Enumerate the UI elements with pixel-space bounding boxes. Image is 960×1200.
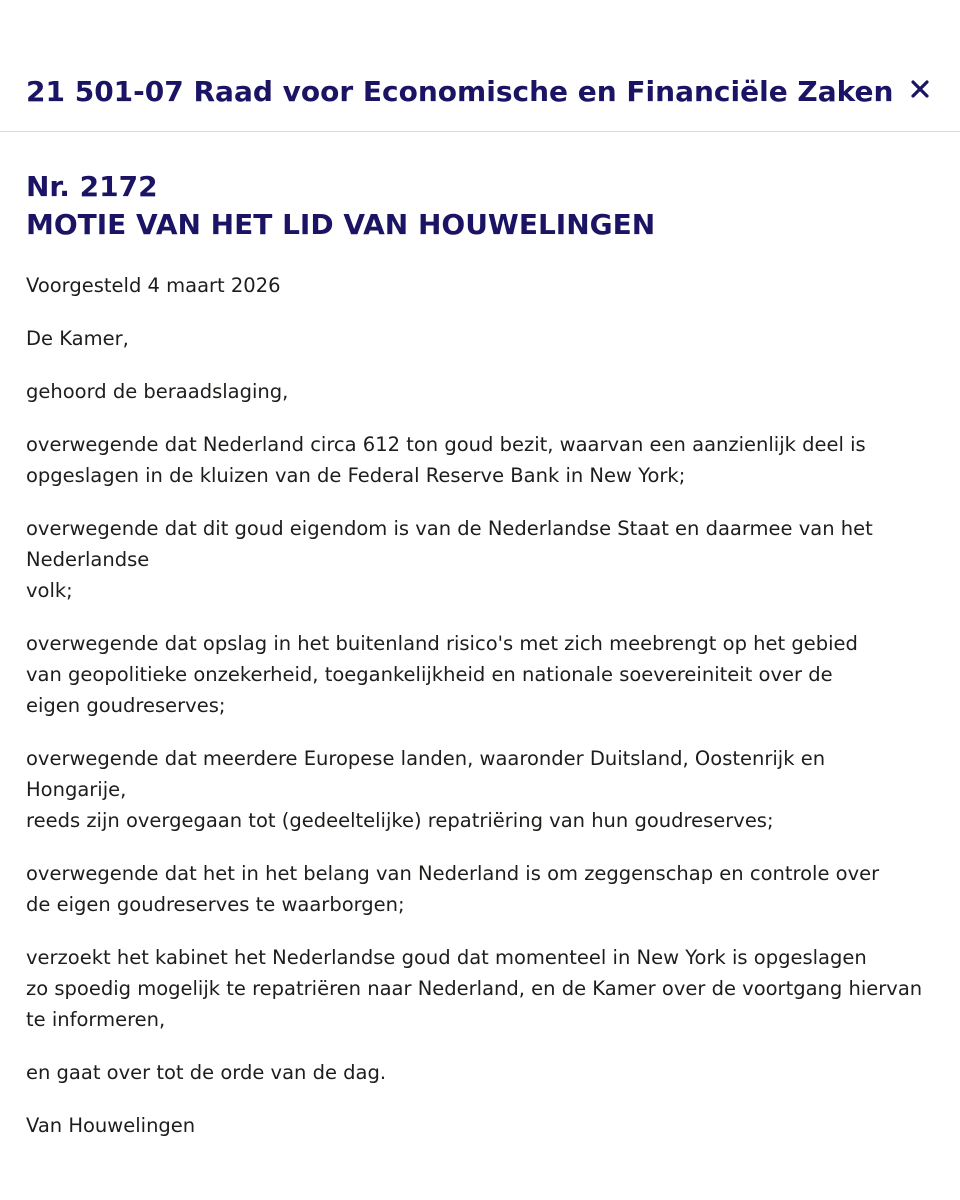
dialog-header [0,0,960,132]
signatory: Van Houwelingen [26,1114,196,1137]
document-heading: MOTIE VAN HET LID VAN HOUWELINGEN [26,208,656,241]
addressee: De Kamer, [26,327,129,350]
close-button[interactable] [902,72,938,106]
consideration-5: overwegende dat het in het belang van Nederland is om zeggenschap en controle over de eigen goudreserves te waarborgen; [26,862,880,916]
closing-clause: en gaat over tot de orde van de dag. [26,1061,387,1084]
close-icon [911,80,929,98]
proposed-date: Voorgesteld 4 maart 2026 [26,274,281,297]
consideration-3: overwegende dat opslag in het buitenland risico's met zich meebrengt op het gebied van geopolitieke onzekerheid, toegankelijkheid en nationale soevereiniteit over de eigen goudreserves; [26,632,858,717]
consideration-1: overwegende dat Nederland circa 612 ton goud bezit, waarvan een aanzienlijk deel is opgeslagen in de kluizen van de Federal Reserve Bank in New York; [26,433,866,487]
document-number: Nr. 2172 [26,170,158,203]
motion-document [26,168,926,1163]
consideration-4: overwegende dat meerdere Europese landen, waaronder Duitsland, Oostenrijk en Hongarije, reeds zijn overgegaan tot (gedeeltelijke) repatriëring van hun goudreserves; [26,747,826,832]
consideration-2: overwegende dat dit goud eigendom is van de Nederlandse Staat en daarmee van het Nederlandse volk; [26,517,873,602]
request-clause: verzoekt het kabinet het Nederlandse goud dat momenteel in New York is opgeslagen zo spoedig mogelijk te repatriëren naar Nederland, en de Kamer over de voortgang hiervan te informeren, [26,946,923,1031]
dialog-title: 21 501-07 Raad voor Economische en Financiële Zaken [26,75,894,108]
heard-clause: gehoord de beraadslaging, [26,380,289,403]
